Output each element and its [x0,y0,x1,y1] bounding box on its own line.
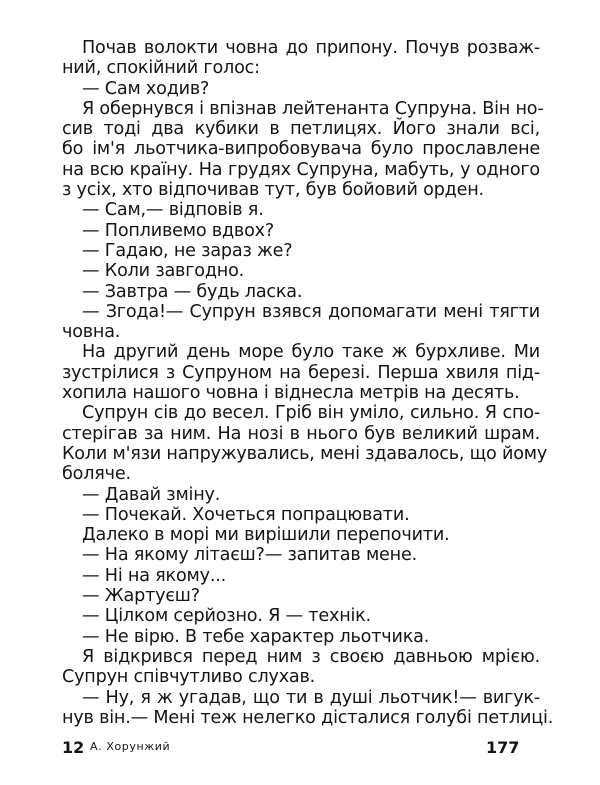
text-line: — Давай зміну. [82,484,221,505]
paragraph [62,586,540,606]
paragraph [62,485,540,505]
paragraph [62,525,540,545]
paragraph [62,627,540,647]
text-line: — Згода!— Супрун взявся допомагати мені тягти [82,301,540,322]
text-line: — Коли завгодно. [82,261,245,282]
paragraph [62,342,540,403]
text-line: човна. [62,322,121,343]
text-line: — Не вірю. В тебе характер льотчика. [82,626,430,647]
paragraph [62,79,540,99]
text-line: — Цілком серйозно. Я — технік. [82,606,372,627]
text-line: — Почекай. Хочеться попрацювати. [82,504,410,525]
paragraph [62,200,540,220]
text-line: — Гадаю, не зараз же? [82,240,293,261]
text-line: хопила нашого човна і віднесла метрів на десять. [62,383,520,404]
paragraph [62,302,540,343]
page-footer [62,734,522,758]
text-line: стерігав за ним. На нозі в нього був великий шрам. [62,423,540,444]
text-line: — Ні на якому... [82,565,227,586]
text-line: ний, спокійний голос: [62,58,260,79]
text-line: Супрун співчутливо слухав. [62,667,316,688]
paragraph [62,221,540,241]
paragraph [62,545,540,565]
paragraph [62,403,548,485]
text-line: Почав волокти човна до припону. Почув розваж- [82,38,540,58]
paragraph [62,282,540,302]
text-line: Я відкрився перед ним з своєю давньою мрією. [82,646,540,667]
text-line: — Завтра — будь ласка. [82,281,303,302]
text-line: — Сам ходив? [82,78,210,99]
paragraph [62,566,540,586]
paragraph [62,505,540,525]
signature-number: 12 [62,738,85,757]
paragraph [62,606,540,626]
text-line: боляче. [62,464,131,485]
text-line: — Ну, я ж угадав, що ти в душі льотчик!— вигук- [82,687,540,708]
text-line: бо ім'я льотчика-випробовувача було прославлене [62,139,540,160]
paragraph [62,261,540,281]
page-number: 177 [486,738,520,757]
text-line: сив тоді два кубики в петлицях. Його знали всі, [62,119,540,140]
text-line: Я обернувся і впізнав лейтенанта Супруна. Він но- [82,98,544,119]
text-line: нув він.— Мені теж нелегко дісталися голубі петлиці. [62,707,554,728]
book-page [62,38,554,758]
text-line: — Жартуєш? [82,586,200,607]
paragraph [62,687,554,729]
signature-text: А. Хорунжий [90,740,171,753]
paragraph [62,241,540,261]
paragraph [62,98,544,201]
text-line: — Попливемо вдвох? [82,220,275,241]
paragraph [62,647,540,688]
page-text [62,38,554,728]
text-line: на всю країну. На грудях Супруна, мабуть, у одного [62,159,540,180]
paragraph [62,38,540,79]
text-line: — Сам,— відповів я. [82,200,264,221]
text-line: Супрун сів до весел. Гріб він уміло, сильно. Я спо- [82,403,540,424]
text-line: зустрілися з Супруном на березі. Перша хвиля під- [62,362,540,383]
text-line: Далеко в морі ми вирішили перепочити. [82,525,450,546]
text-line: з усіх, хто відпочивав тут, був бойовий орден. [62,180,484,201]
text-line: На другий день море було таке ж бурхливе. Ми [82,342,540,363]
text-line: — На якому літаєш?— запитав мене. [82,545,417,566]
text-line: Коли м'язи напружувались, мені здавалось, що йому [62,443,548,464]
